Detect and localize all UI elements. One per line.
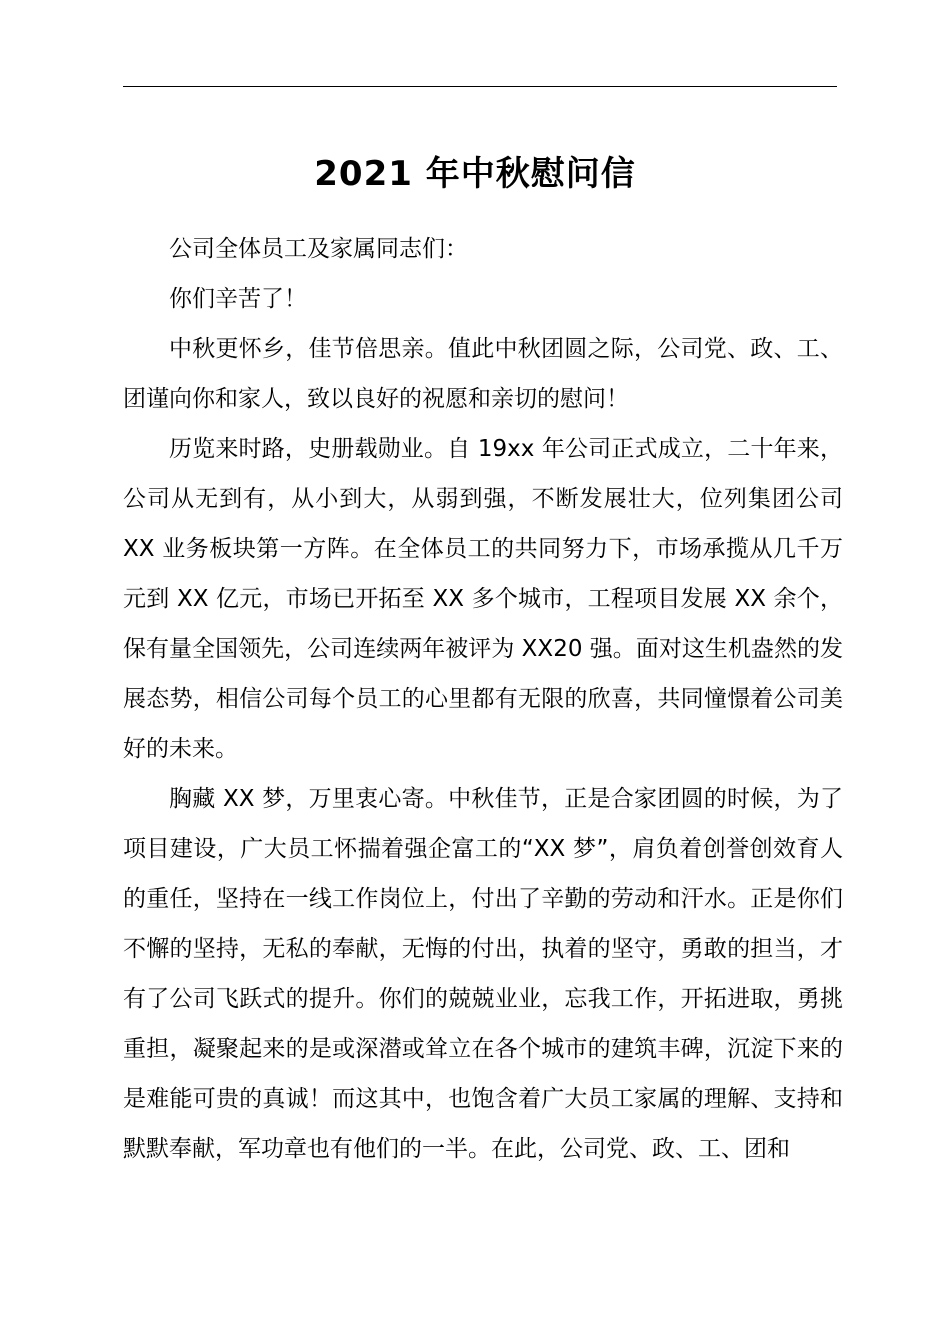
paragraph: 历览来时路，史册载勋业。自 19xx 年公司正式成立，二十年来，公司从无到有，从小到大，从弱到强，不断发展壮大，位列集团公司 XX 业务板块第一方阵。在全体员工的共同努力下，市场承揽从几千万元到 XX 亿元，市场已开拓至 XX 多个城市，工程项目发展 XX 余个，保有量全国领先，公司连续两年被评为 XX20 强。面对这生机盎然的发展态势，相信公司每个员工的心里都有无限的欣喜，共同憧憬着公司美好的未来。 [123,436,843,762]
paragraph: 中秋更怀乡，佳节倍思亲。值此中秋团圆之际，公司党、政、工、团谨向你和家人，致以良好的祝愿和亲切的慰问！ [123,336,843,412]
salutation: 公司全体员工及家属同志们： [169,236,468,262]
letter-body [123,224,843,1174]
header-rule [123,86,837,87]
paragraph: 胸藏 XX 梦，万里衷心寄。中秋佳节，正是合家团圆的时候，为了项目建设，广大员工怀揣着强企富工的“XX 梦”，肩负着创誉创效育人的重任，坚持在一线工作岗位上，付出了辛勤的劳动和汗水。正是你们不懈的坚持，无私的奉献，无悔的付出，执着的坚守，勇敢的担当，才有了公司飞跃式的提升。你们的兢兢业业，忘我工作，开拓进取，勇挑重担，凝聚起来的是或深潜或耸立在各个城市的建筑丰碑，沉淀下来的是难能可贵的真诚！而这其中，也饱含着广大员工家属的理解、支持和默默奉献，军功章也有他们的一半。在此，公司党、政、工、团和 [123,786,843,1162]
page-title: 2021 年中秋慰问信 [314,154,636,194]
greeting: 你们辛苦了！ [169,286,307,312]
